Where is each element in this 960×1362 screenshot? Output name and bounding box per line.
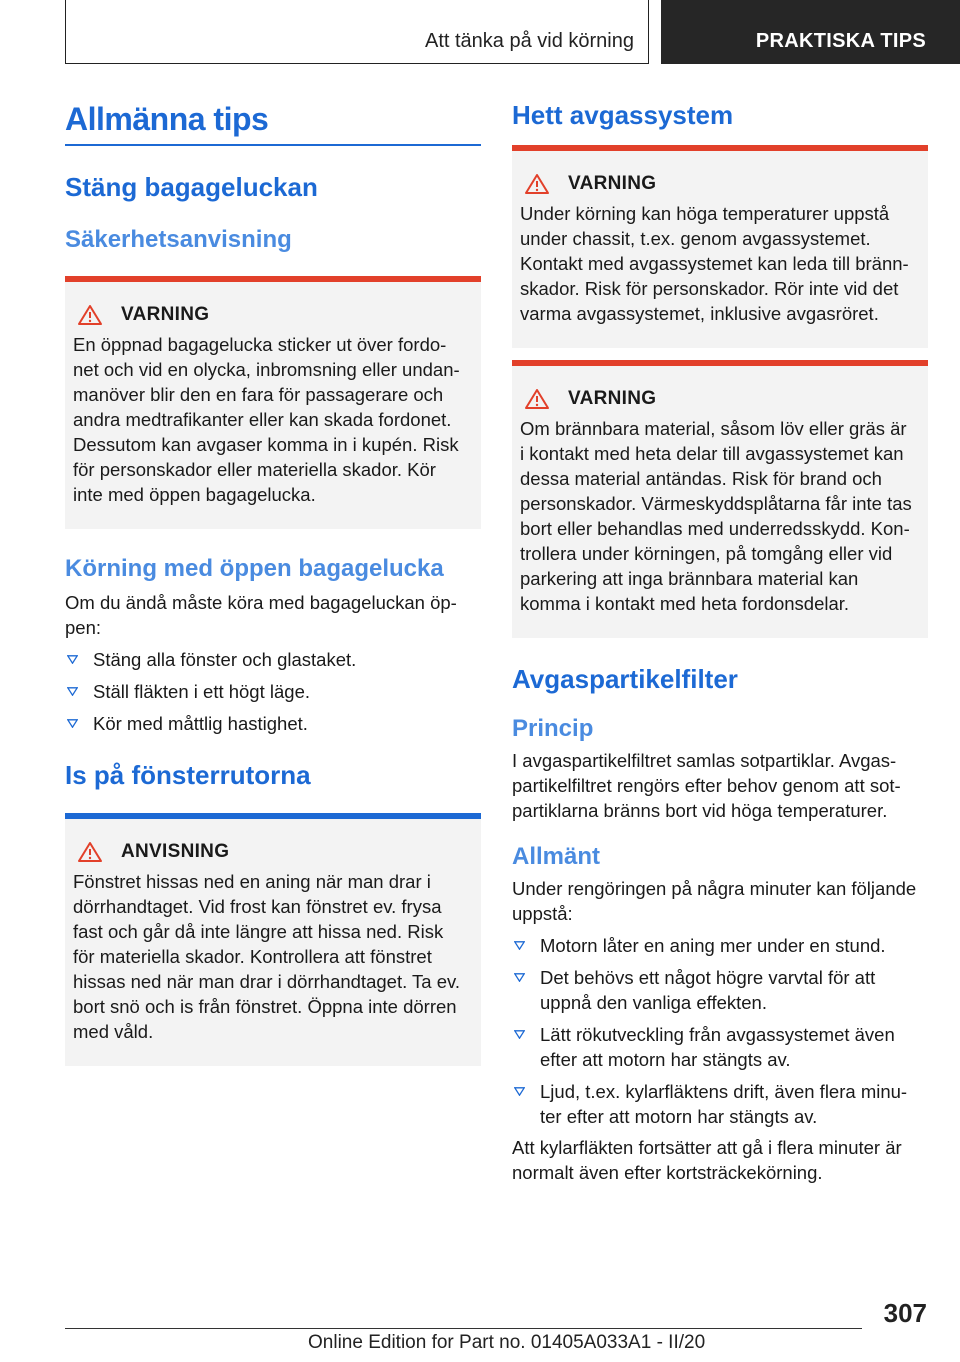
warning-header: [524, 173, 912, 195]
warning-header: [77, 304, 465, 326]
triangle-bullet-icon: [514, 1087, 525, 1096]
list-item: [512, 933, 928, 958]
heading-safety: Säkerhetsanvisning: [65, 225, 292, 253]
header-chapter-tab: [661, 0, 960, 64]
list-item-text: Ljud, t.ex. kylarfläktens drift, även flera minu-ter efter att motorn har stängts av.: [540, 1080, 908, 1127]
heading-driving-open-trunk: Körning med öppen bagagelucka: [65, 555, 444, 583]
left-column: [65, 100, 481, 1066]
list-item-text: Stäng alla fönster och glastaket.: [93, 649, 357, 671]
heading-hot-exhaust: Hett avgassystem: [512, 100, 734, 130]
list-item: [512, 965, 928, 1015]
warning-triangle-icon: [77, 304, 103, 326]
header-chapter-title: PRAKTISKA TIPS: [755, 30, 926, 52]
triangle-bullet-icon: [514, 941, 525, 950]
notice-triangle-icon: [77, 841, 103, 863]
list-item-text: Motorn låter en aning mer under en stund.: [540, 934, 886, 956]
warning-label: VARNING: [121, 304, 210, 326]
notice-box-ice: [65, 813, 481, 1066]
notice-text: Fönstret hissas ned en aning när man drar i dörrhandtaget. Vid frost kan fönstret ev. frysa fast och går då inte längre att hissa ned. Risk för materiella skador. Kontrollera att fönstret hissas ned när man drar i dörrhandtaget. Ta ev. bort snö och is från fönstret. Öppna inte dörren med våld.: [73, 871, 461, 1043]
right-column: [512, 100, 928, 1185]
footer-edition: Online Edition for Part no. 01405A033A1 - II/20: [308, 1332, 706, 1353]
warning-text: Om brännbara material, såsom löv eller gräs är i kontakt med heta delar till avgassystemet kan dessa material antändas. Risk för brand och personskador. Värmeskyddsplåtarna får inte tas bort eller behandlas med underredsskydd. Kon-trollera under körningen, på tomgång eller vid parkering att inga brännbara material kan komma i kontakt med heta fordonsdelar.: [520, 418, 912, 615]
list-item: [512, 1022, 928, 1072]
general-bullet-list: [512, 933, 928, 1129]
heading-ice-windows: Is på fönsterrutorna: [65, 760, 311, 791]
page-title: Allmänna tips: [65, 101, 269, 137]
page-number: 307: [883, 1298, 927, 1328]
list-item: [512, 1079, 928, 1129]
warning-header: [524, 388, 912, 410]
triangle-bullet-icon: [67, 719, 78, 728]
list-item-text: Det behövs ett något högre varvtal för att uppnå den vanliga effekten.: [540, 966, 876, 1013]
list-item-text: Lätt rökutveckling från avgassystemet även efter att motorn har stängts av.: [540, 1023, 895, 1070]
triangle-bullet-icon: [67, 655, 78, 664]
list-item: [65, 711, 481, 736]
list-item: [65, 647, 481, 672]
triangle-bullet-icon: [67, 687, 78, 696]
list-item-text: Kör med måttlig hastighet.: [93, 713, 308, 735]
principle-text: I avgaspartikelfiltret samlas sotpartiklar. Avgas-partikelfiltret rengörs efter behov genom att sot-partiklarna bränns bort vid höga temperaturer.: [512, 750, 901, 822]
notice-label: ANVISNING: [121, 841, 230, 863]
warning-label: VARNING: [568, 388, 657, 410]
warning-box-flammable: [512, 360, 928, 638]
driving-bullet-list: [65, 647, 481, 736]
warning-text: En öppnad bagagelucka sticker ut över fordo-net och vid en olycka, inbromsning eller undan-manöver blir den en fara för passagerare och andra medtrafikanter eller kan skada fordonet. Dessutom kan avgaser komma in i kupén. Risk för personskador eller materiella skador. Kör inte med öppen bagagelucka.: [73, 334, 460, 506]
general-intro: Under rengöringen på några minuter kan följande uppstå:: [512, 877, 917, 924]
list-item-text: Ställ fläkten i ett högt läge.: [93, 681, 310, 703]
general-outro: Att kylarfläkten fortsätter att gå i flera minuter är normalt även efter kortsträckekörning.: [512, 1136, 902, 1183]
title-block: [65, 100, 481, 146]
driving-intro: Om du ändå måste köra med bagageluckan öp-pen:: [65, 592, 457, 639]
warning-triangle-icon: [524, 173, 550, 195]
heading-close-trunk: Stäng bagageluckan: [65, 172, 318, 203]
triangle-bullet-icon: [514, 1030, 525, 1039]
warning-triangle-icon: [524, 388, 550, 410]
list-item: [65, 679, 481, 704]
notice-header: [77, 841, 465, 863]
heading-particulate-filter: Avgaspartikelfilter: [512, 664, 738, 695]
warning-label: VARNING: [568, 173, 657, 195]
triangle-bullet-icon: [514, 973, 525, 982]
warning-text: Under körning kan höga temperaturer uppstå under chassit, t.ex. genom avgassystemet. Kontakt med avgassystemet kan leda till bränn-skador. Risk för personskador. Rör inte vid det varma avgassystemet, inklusive avgasröret.: [520, 203, 909, 325]
heading-general: Allmänt: [512, 843, 601, 871]
footer-divider: [65, 1328, 862, 1329]
warning-box-trunk: [65, 276, 481, 529]
header-section-title: Att tänka på vid körning: [424, 30, 634, 52]
warning-box-exhaust-heat: [512, 145, 928, 348]
heading-principle: Princip: [512, 715, 594, 743]
header-section-tab: [65, 0, 649, 64]
